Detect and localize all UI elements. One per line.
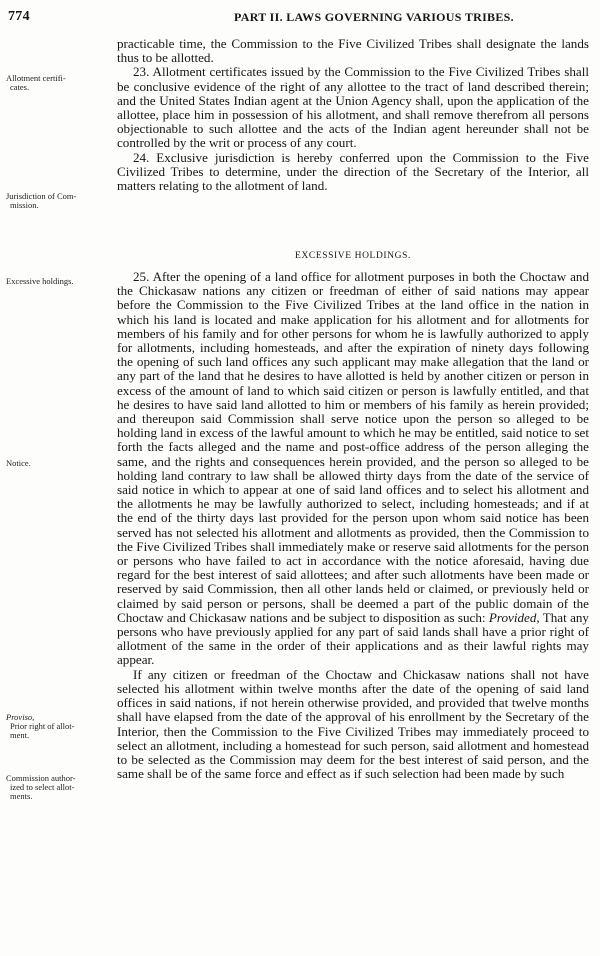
section-heading: EXCESSIVE HOLDINGS. xyxy=(295,251,411,261)
running-title: PART II. LAWS GOVERNING VARIOUS TRIBES. xyxy=(234,10,514,24)
paragraph-25: 25. After the opening of a land office for allotment purposes in both the Choctaw and the Chickasaw nations any citizen or freedman of either of said nations may appear before the Commission to the Five Civilized Tribes at the land office in the nation in which his land is located and make application for his allotment and for allotments for members of his family and for other persons for whom he is lawfully authorized to apply for allotments, including homesteads, and after the expiration of ninety days following the opening of such land offices any such applicant may make allegation that the land or any part of the land that he desires to have allotted is held by another citizen or person in excess of the amount of land to which said citizen or person is lawfully entitled, and that he desires to have said land allotted to him or members of his family as herein provided; and thereupon said Commission shall serve notice upon the person so alleged to be holding land in excess of the lawful amount to which he may be entitled, said notice to set forth the facts alleged and the name and post-office address of the person alleging the same, and the rights and consequences herein provided, and the person so alleged to be holding land contrary to law shall be allowed thirty days from the date of the service of said notice in which to appear at one of said land offices and to select his allotment and the allotments he may be lawfully authorized to select, including homesteads; and if at the end of the thirty days last provided for the person upon whom said notice has been served has not selected his allotment and allotments as provided, then the Commission to the Five Civilized Tribes shall immediately make or reserve said allotments for the person or persons who have failed to act in accordance with the notice aforesaid, having due regard for the best interest of said allottees; and after such allotments have been made or reserved by said Commission, then all other lands held or claimed, or previously held or claimed by said person or persons, shall be deemed a part of the public domain of the Choctaw and Chickasaw nations and be subject to disposition as such: Provided, That any persons who have previously applied for any part of said lands shall have a prior right of allotment of the same in the order of their applications and as their lawful rights may appear. xyxy=(117,269,589,668)
page-header xyxy=(8,9,590,29)
margin-note-excessive-holdings: Excessive holdings. xyxy=(6,276,74,286)
margin-note-notice: Notice. xyxy=(6,458,31,468)
page-number: 774 xyxy=(8,9,30,24)
paragraph-23: 23. Allotment certificates issued by the Commission to the Five Civilized Tribes shall be conclusive evidence of the right of any allottee to the tract of land described therein; and the United States Indian agent at the Union Agency shall, upon the application of the allottee, place him in possession of his allotment, and shall remove therefrom all persons objectionable to such allottee and the acts of the Indian agent hereunder shall not be controlled by the writ or process of any court. xyxy=(117,64,589,151)
body-upper xyxy=(117,37,589,193)
margin-note-allotment-certificates: Allotment certifi- cates. xyxy=(6,73,66,92)
margin-note-jurisdiction: Jurisdiction of Com- mission. xyxy=(6,191,77,210)
paragraph-26: If any citizen or freedman of the Choctaw and Chickasaw nations shall not have selected his allotment within twelve months after the date of the opening of said land offices in said nations, if not herein otherwise provided, and provided that twelve months shall have elapsed from the date of the approval of his enrollment by the Secretary of the Interior, then the Commission to the Five Civilized Tribes may immediately proceed to select an allotment, including a homestead for such person, said allotment and homestead to be selected as the Commission may deem for the best interest of said person, and the same shall be of the same force and effect as if such selection had been made by such xyxy=(117,666,589,782)
proviso-word: Provided, xyxy=(488,609,540,625)
margin-note-commission-authorized: Commission author- ized to select allot- ments. xyxy=(6,773,76,801)
paragraph-24: 24. Exclusive jurisdiction is hereby conferred upon the Commission to the Five Civilized Tribes to determine, under the direction of the Secretary of the Interior, all matters relating to the allotment of land. xyxy=(117,149,589,194)
paragraph-continuation: practicable time, the Commission to the Five Civilized Tribes shall designate the lands thus to be allotted. xyxy=(117,36,589,66)
body-lower xyxy=(117,270,589,781)
margin-note-proviso: Proviso, Prior right of allot- ment. xyxy=(6,712,75,740)
